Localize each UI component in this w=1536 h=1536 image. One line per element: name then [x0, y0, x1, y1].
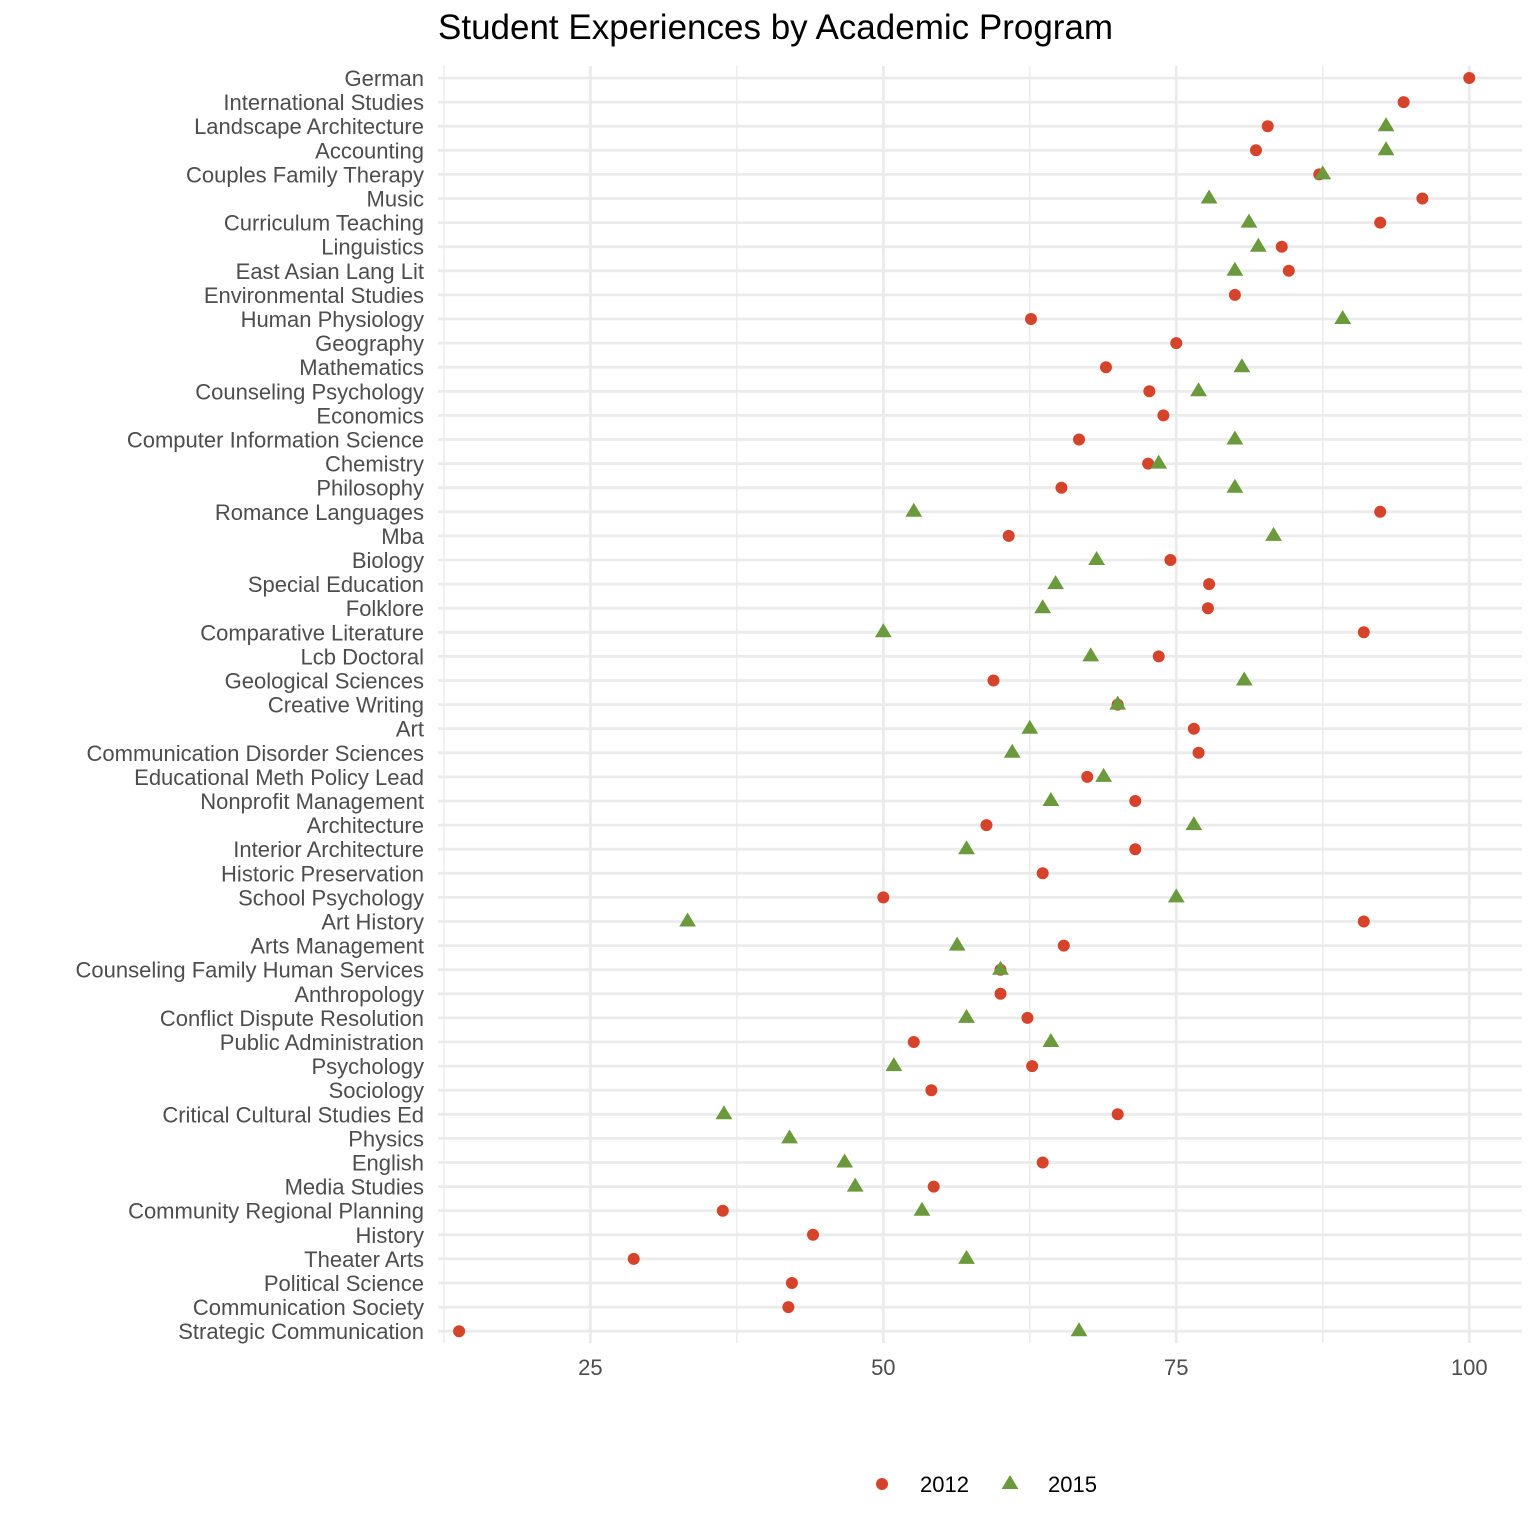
point-2012 [782, 1301, 794, 1313]
legend-label: 2015 [1048, 1472, 1097, 1497]
category-label: Biology [351, 548, 424, 573]
legend-key-2015 [1002, 1475, 1019, 1489]
category-label: Public Administration [219, 1030, 424, 1055]
point-2015 [949, 937, 966, 951]
category-label: Sociology [328, 1078, 424, 1104]
category-label: Computer Information Science [126, 427, 424, 453]
category-label: Couples Family Therapy [185, 162, 424, 188]
point-2015 [1265, 527, 1282, 541]
point-2015 [781, 1129, 798, 1143]
point-2012 [1055, 482, 1067, 494]
point-2012 [1037, 1157, 1049, 1169]
category-label: Community Regional Planning [128, 1198, 424, 1224]
x-tick-label: 25 [578, 1355, 603, 1380]
point-2015 [1021, 720, 1038, 734]
point-2015 [1042, 792, 1059, 806]
point-2012 [1003, 530, 1015, 542]
point-2015 [1004, 744, 1021, 758]
major-gridlines [438, 66, 1522, 1343]
point-2012 [1143, 385, 1155, 397]
point-2015 [1378, 141, 1395, 155]
point-2015 [1250, 238, 1267, 252]
category-label: Linguistics [321, 234, 424, 260]
point-2012 [1112, 1108, 1124, 1120]
category-label: Human Physiology [240, 307, 424, 332]
point-2015 [958, 1009, 975, 1023]
point-2012 [453, 1325, 465, 1337]
point-2012 [1021, 1012, 1033, 1024]
category-label: Accounting [315, 138, 424, 164]
legend-label: 2012 [920, 1472, 969, 1497]
point-2015 [885, 1057, 902, 1071]
point-2012 [925, 1084, 937, 1096]
point-2015 [958, 1250, 975, 1264]
x-axis-tick-labels [578, 1355, 1488, 1380]
point-2012 [1100, 361, 1112, 373]
point-2012 [1129, 795, 1141, 807]
point-2012 [1262, 120, 1274, 132]
category-label: Psychology [311, 1054, 424, 1080]
point-2015 [1042, 1033, 1059, 1047]
point-2012 [628, 1253, 640, 1265]
category-label: History [355, 1222, 424, 1248]
x-tick-label: 75 [1164, 1355, 1189, 1380]
category-label: Political Science [263, 1271, 424, 1296]
point-2012 [786, 1277, 798, 1289]
point-2012 [1283, 265, 1295, 277]
category-label: German [344, 66, 424, 91]
category-label: Communication Society [192, 1295, 424, 1321]
point-2012 [1229, 289, 1241, 301]
category-label: Historic Preservation [221, 861, 424, 887]
point-2012 [995, 988, 1007, 1000]
category-label: Art History [321, 909, 424, 935]
point-2015 [1047, 575, 1064, 589]
category-label: School Psychology [238, 885, 424, 911]
category-label: Counseling Psychology [195, 379, 424, 405]
point-2012 [1026, 1060, 1038, 1072]
category-label: Art [395, 716, 424, 742]
legend-key-2012 [876, 1478, 888, 1490]
point-2015 [1378, 117, 1395, 131]
point-2012 [717, 1205, 729, 1217]
point-2012 [1374, 217, 1386, 229]
category-label: Folklore [345, 596, 424, 622]
category-label: Interior Architecture [233, 837, 424, 863]
point-2012 [1374, 506, 1386, 518]
category-label: Counseling Family Human Services [75, 957, 424, 983]
category-label: Environmental Studies [203, 282, 424, 308]
point-2012 [1058, 940, 1070, 952]
category-label: Conflict Dispute Resolution [159, 1005, 424, 1031]
point-2012 [928, 1181, 940, 1193]
point-2015 [1168, 888, 1185, 902]
point-2015 [1185, 816, 1202, 830]
category-label: Mba [381, 523, 424, 549]
point-2012 [908, 1036, 920, 1048]
point-2015 [1082, 647, 1099, 661]
category-label: Geography [315, 331, 424, 357]
category-label: Strategic Communication [178, 1319, 424, 1345]
point-2015 [679, 913, 696, 927]
point-2012 [1025, 313, 1037, 325]
category-label: Theater Arts [304, 1246, 424, 1272]
category-label: International Studies [223, 90, 424, 116]
point-2012 [1157, 409, 1169, 421]
point-2012 [1398, 96, 1410, 108]
point-2012 [1073, 434, 1085, 446]
category-label: Special Education [247, 572, 424, 598]
point-2012 [1193, 747, 1205, 759]
category-label: Arts Management [250, 933, 424, 959]
category-label: Philosophy [316, 475, 424, 501]
point-2015 [716, 1105, 733, 1119]
category-label: Media Studies [284, 1174, 424, 1200]
point-2015 [914, 1202, 931, 1216]
point-2015 [1190, 382, 1207, 396]
category-label: Anthropology [294, 981, 424, 1007]
point-2012 [1153, 650, 1165, 662]
point-2012 [877, 891, 889, 903]
chart-title: Student Experiences by Academic Program [438, 8, 1114, 47]
x-tick-label: 100 [1450, 1355, 1488, 1380]
point-2012 [1358, 626, 1370, 638]
point-2012 [1358, 916, 1370, 928]
category-label: Mathematics [299, 355, 424, 381]
point-2015 [905, 503, 922, 517]
point-2015 [1071, 1322, 1088, 1336]
category-label: Architecture [306, 813, 424, 839]
point-2012 [980, 819, 992, 831]
category-labels [76, 66, 425, 1344]
category-label: Geological Sciences [224, 668, 424, 694]
category-label: Communication Disorder Sciences [86, 740, 424, 766]
point-2012 [1164, 554, 1176, 566]
point-2015 [1234, 358, 1251, 372]
category-label: Nonprofit Management [200, 789, 424, 814]
point-2012 [1188, 723, 1200, 735]
point-2015 [958, 840, 975, 854]
point-2012 [1203, 578, 1215, 590]
point-2012 [1416, 193, 1428, 205]
point-2015 [1334, 310, 1351, 324]
legend [876, 1472, 1097, 1497]
point-2015 [1241, 214, 1258, 228]
category-label: Educational Meth Policy Lead [134, 764, 424, 790]
point-2012 [1129, 843, 1141, 855]
category-label: English [351, 1150, 424, 1176]
point-2015 [847, 1178, 864, 1192]
point-2015 [875, 623, 892, 637]
point-2015 [992, 961, 1009, 975]
point-2015 [1088, 551, 1105, 565]
category-label: Critical Cultural Studies Ed [162, 1102, 424, 1128]
category-label: East Asian Lang Lit [235, 258, 424, 284]
point-2015 [1236, 672, 1253, 686]
point-2012 [807, 1229, 819, 1241]
point-2015 [1226, 479, 1243, 493]
category-label: Curriculum Teaching [223, 210, 424, 236]
point-2012 [1250, 144, 1262, 156]
category-label: Physics [348, 1126, 424, 1152]
category-label: Music [366, 186, 424, 212]
point-2015 [1095, 768, 1112, 782]
point-2015 [1034, 599, 1051, 613]
point-2015 [836, 1154, 853, 1168]
point-2012 [1276, 241, 1288, 253]
category-label: Creative Writing [267, 692, 424, 718]
point-2012 [1202, 602, 1214, 614]
category-label: Romance Languages [214, 499, 424, 525]
category-label: Chemistry [324, 451, 424, 477]
point-2015 [1201, 190, 1218, 204]
x-tick-label: 50 [871, 1355, 896, 1380]
category-label: Economics [316, 403, 424, 429]
category-label: Lcb Doctoral [300, 644, 424, 670]
point-2012 [1037, 867, 1049, 879]
category-label: Landscape Architecture [194, 114, 424, 140]
point-2012 [1081, 771, 1093, 783]
point-2015 [1226, 262, 1243, 276]
point-2015 [1226, 431, 1243, 445]
point-2012 [1463, 72, 1475, 84]
point-2015 [1109, 696, 1126, 710]
point-2012 [987, 675, 999, 687]
point-2012 [1170, 337, 1182, 349]
category-label: Comparative Literature [200, 620, 424, 646]
